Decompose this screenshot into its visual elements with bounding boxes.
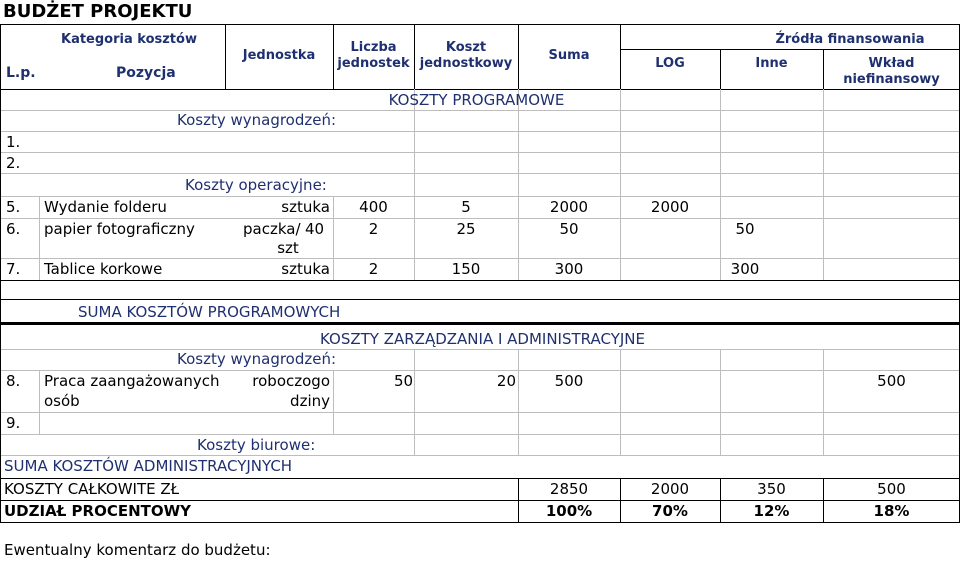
row-8-sum: 500 bbox=[554, 372, 584, 390]
admin-sum-label: SUMA KOSZTÓW ADMINISTRACYJNYCH bbox=[4, 457, 293, 475]
header-log: LOG bbox=[655, 56, 685, 71]
admin-biurowe-label: Koszty biurowe: bbox=[197, 436, 316, 454]
row-6-price: 2 bbox=[368, 220, 379, 238]
row-7-inne: 300 bbox=[730, 260, 760, 278]
row-1-lp: 1. bbox=[6, 133, 21, 151]
row-9-lp: 9. bbox=[6, 414, 21, 432]
share-label: UDZIAŁ PROCENTOWY bbox=[4, 502, 192, 520]
header-lp: L.p. bbox=[6, 65, 36, 81]
header-wklad-2: niefinansowy bbox=[843, 72, 940, 87]
header-koszt-1: Koszt bbox=[445, 40, 487, 55]
header-zrodla: Źródła finansowania bbox=[775, 32, 925, 47]
total-label: KOSZTY CAŁKOWITE ZŁ bbox=[4, 480, 180, 498]
budget-comment: Ewentualny komentarz do budżetu: bbox=[4, 541, 271, 559]
row-7-price: 150 bbox=[451, 260, 481, 278]
row-8-price: 20 bbox=[496, 372, 516, 390]
row-5-lp: 5. bbox=[6, 198, 21, 216]
section-admin-title: KOSZTY ZARZĄDZANIA I ADMINISTRACYJNE bbox=[320, 330, 645, 348]
row-7-qty: 2 bbox=[368, 260, 379, 278]
row-8-unit-1: roboczogo bbox=[252, 372, 330, 390]
prog-wynagrodzen-label: Koszty wynagrodzeń: bbox=[177, 111, 337, 129]
section-prog-title: KOSZTY PROGRAMOWE bbox=[388, 91, 565, 109]
row-7-sum: 300 bbox=[554, 260, 584, 278]
prog-sum-label: SUMA KOSZTÓW PROGRAMOWYCH bbox=[78, 303, 341, 321]
total-inne: 350 bbox=[757, 480, 786, 498]
row-8-wklad: 500 bbox=[877, 372, 906, 390]
row-6-inne: 50 bbox=[735, 220, 755, 238]
share-log: 70% bbox=[652, 502, 688, 520]
row-8-name-2: osób bbox=[44, 392, 80, 410]
header-kategoria: Kategoria kosztów bbox=[61, 32, 197, 47]
row-5-unit: sztuka bbox=[281, 198, 330, 216]
header-wklad-1: Wkład bbox=[868, 56, 915, 71]
header-inne: Inne bbox=[755, 56, 788, 71]
header-liczba-2: jednostek bbox=[337, 56, 410, 71]
row-6-name: papier fotograficzny bbox=[44, 220, 195, 238]
total-sum: 2850 bbox=[549, 480, 589, 498]
row-8-qty: 50 bbox=[393, 372, 414, 390]
share-inne: 12% bbox=[753, 502, 790, 520]
row-5-qty: 400 bbox=[359, 198, 388, 216]
row-6-log: 50 bbox=[559, 220, 579, 238]
header-liczba-1: Liczba bbox=[350, 40, 397, 55]
total-wklad: 500 bbox=[877, 480, 906, 498]
prog-sum-bottom-line bbox=[0, 322, 960, 325]
row-6-unit-2: szt bbox=[277, 239, 299, 257]
row-8-lp: 8. bbox=[6, 372, 21, 390]
header-suma: Suma bbox=[548, 48, 590, 63]
row-7-lp: 7. bbox=[6, 260, 21, 278]
row-8-unit-2: dziny bbox=[290, 392, 330, 410]
header-koszt-2: jednostkowy bbox=[419, 56, 513, 71]
header-pozycja: Pozycja bbox=[116, 65, 176, 81]
row-8-name-1: Praca zaangażowanych bbox=[44, 372, 220, 390]
row-6-qty: 40 bbox=[305, 220, 325, 238]
row-6-lp: 6. bbox=[6, 220, 21, 238]
row-5-name: Wydanie folderu bbox=[44, 198, 167, 216]
row-5-log: 2000 bbox=[650, 198, 690, 216]
row-7-unit: sztuka bbox=[281, 260, 330, 278]
top-border bbox=[0, 24, 960, 25]
row-6-sum: 25 bbox=[456, 220, 476, 238]
row-5-price: 5 bbox=[461, 198, 471, 216]
share-sum: 100% bbox=[545, 502, 593, 520]
page-title: BUDŻET PROJEKTU bbox=[3, 1, 193, 22]
row-6-unit-1: paczka/ bbox=[243, 220, 301, 238]
total-log: 2000 bbox=[650, 480, 690, 498]
row-2-lp: 2. bbox=[6, 154, 21, 172]
sources-divider bbox=[620, 49, 960, 50]
row-5-sum: 2000 bbox=[549, 198, 589, 216]
share-wklad: 18% bbox=[873, 502, 910, 520]
header-bottom-line bbox=[0, 89, 960, 90]
prog-operacyjne-label: Koszty operacyjne: bbox=[185, 176, 327, 194]
admin-wynagrodzen-label: Koszty wynagrodzeń: bbox=[177, 350, 337, 368]
header-jednostka: Jednostka bbox=[242, 48, 316, 63]
row-7-name: Tablice korkowe bbox=[44, 260, 163, 278]
